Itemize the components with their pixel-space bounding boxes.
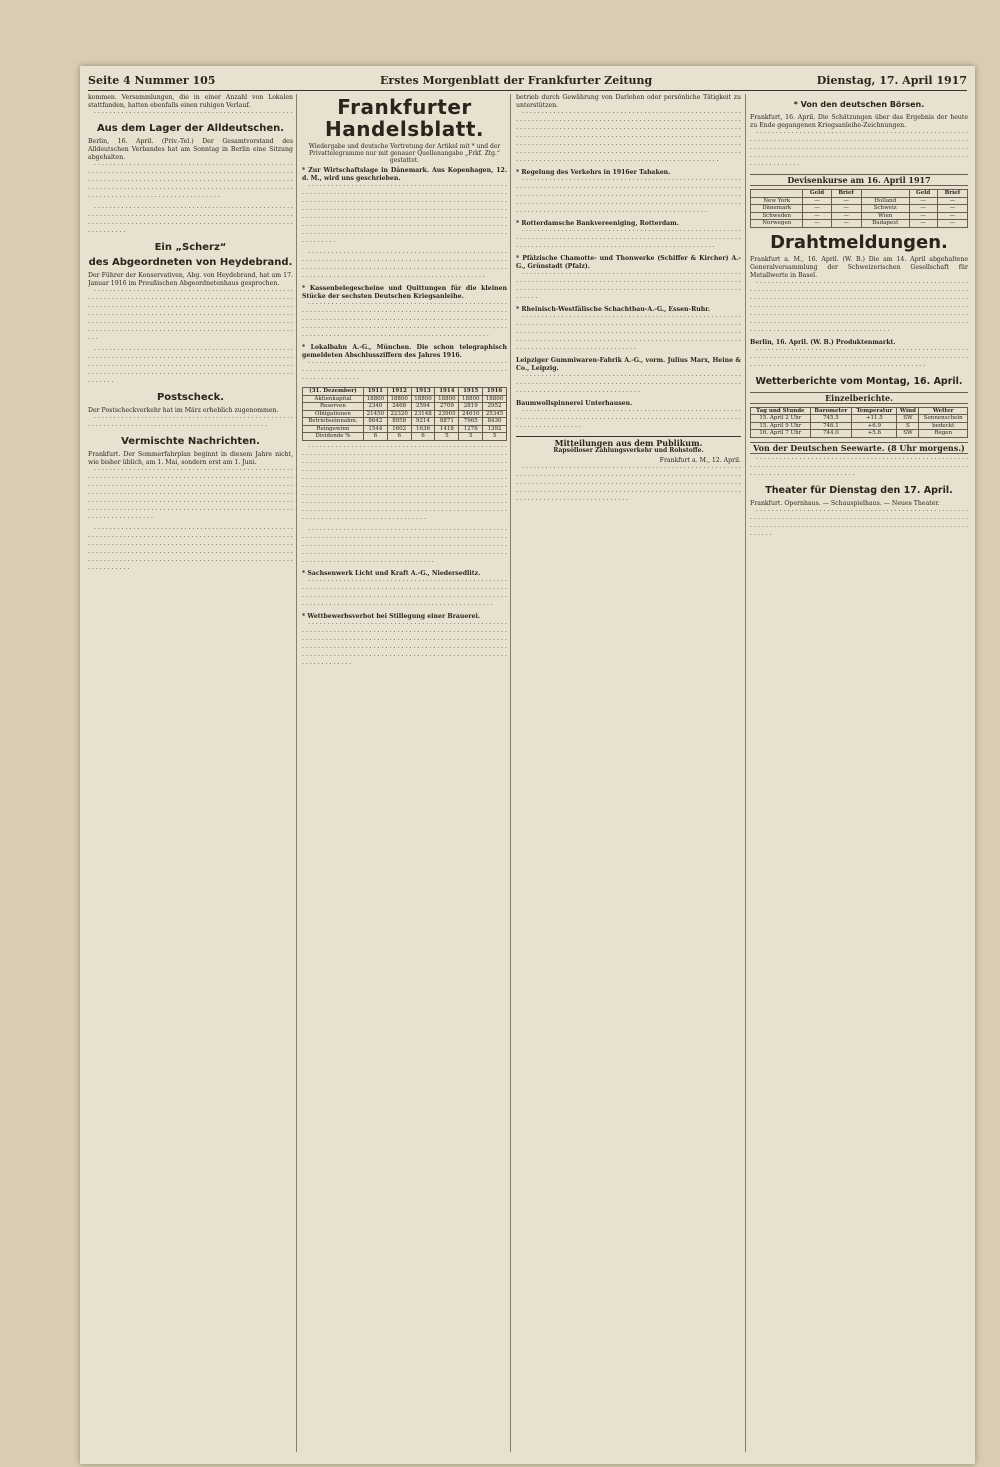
article-daenemark: * Zur Wirtschaftslage in Dänemark. Aus Kopenhagen, 12. d. M., wird uns geschrieben. (302, 167, 507, 182)
wetter-cell: Regen (919, 430, 968, 438)
lokalbahn-cell: Aktienkapital (303, 395, 364, 403)
body-text: · · · · · · · · · · · · · · · · · · · · · · · · · · · · · · · · · · · · · · · · · · · · · · · · · · · · · · · · · · · · · · · · · · · · · · · · · · · · · · · · · · · · · · · · · · · · · · · · · · · · · · · · · · · · · · · · · · · · · · · · · · · · · · · · · · · · · · · · · · · · · · · · · · · · · · · · · · · · · · · · · · · · · · · · · · · · · · · · · · · · · · · · · · · · · · · · · · · · · · · · · · · · · · · · · · · · · · · · · · · · · · · · · · · · · · · · · · · · · · · · · · · · · · · · · · · · · · · · · · · · · · · · · · · · · · · · · · · · · · · · · · · · · · · · · · · · · · · · · · · · · · · · · · · · · · · · · · · · · · · · · · · · · · · · · · · · · · · · · · · · · · · · · · · · · · · · · · · · · · · · · · · · · · · · · · · · · · · · · · · · · · · · · · · · · · · · · · · · · · · · · · · · · · · · · · · · · · · · · · · · · · · · · · · · · · · · · · · · · · · · · · · · · · · · · · · · · · · · · · · · · · · · · · · · · · · · · · · · · · · · · · · · · · · · · · · · · · · · · · · · · · · · · · · · · · · · · · · · · · · · · · · · · · · · · · · · · · · · · · · · · · · · · · · · · · · · · · · · · · · · · · · · · · · · · · · · · · · · · · · · · · · · · · · · · · · · · · · · · · · · · · · · · · · · · · · · · · · · · · · · · · · · · · · · · · · · · · · · · · · · · · · · · · · · · · · · · · · · · · · · · · · · · · · · · · · · · · · · · · · · · · · · · · · · · · · · · · · · · · · · · · · · · · · · · · · · · · · · · · · · · · · · · · · · · · · · · · · · · · · · (302, 443, 507, 566)
lokalbahn-cell: 24610 (459, 410, 483, 418)
body-text: · · · · · · · · · · · · · · · · · · · · · · · · · · · · · · · · · · · · · · · · · · · · · · · · · · · · · · · · · · · · · · · · · · · · · · · · · · · · · · · · · · · · · · · · · · · · · · · · · · · · · · · · · · · · · · · · · · · · · · · · · · · · · · · · · · · · · · · · · · · · · · · · · · · · · · · · · · (750, 346, 968, 370)
lokalbahn-cell: Obligationen (303, 410, 364, 418)
column-rule (296, 94, 297, 1452)
devisen-cell: Norwegen (751, 220, 803, 228)
issue-date: Dienstag, 17. April 1917 (816, 73, 967, 87)
lokalbahn-row (303, 433, 507, 441)
lokalbahn-cell: 2709 (435, 403, 459, 411)
body-text: · · · · · · · · · · · · · · · · · · · · · · · · · · · · · · · · · · · · · · · · · · · · · · · · · · · · · · · · · · · · · · · · · · · · · · · · · · · · · · · · · · · · · · · · · · · · · · · · · · · · · · · · · · · · · · · · · · · · · · (302, 360, 507, 383)
lokalbahn-header-cell: 1915 (459, 388, 483, 396)
body-text: · · · · · · · · · · · · · · · · · · · · · · · · · · · · · · · · · · · · · · · · · · · · · · · · · · · · · · · · · · · · · · · · · · · · · · · · · · · · · · · · · · · · · · · · · · · · · · · · · · · · · · · · · · · · · · · · · · · · · · · · · · · · · · · · · · · · · · · · · · · · · · · · · · · · · · · · · · · · · · · · · · · · · · · · · · · · · · · · · · · · · · · · · · · · · · · · · · · · · · · · · · · · · · · · · · · · · · · · · · · · · · · · · · · · · · · · · · · · · · · · · · · · · · · · · · · · · · · · · · · · · · · · · · · · · · · · · · · · · · · · · · · · · · · · · · · · · · · · · · · · · · · · · · · · · · · · · · · · · · · · · · · · · · · · · · · · · · · · · · · · · · · · · · · · · · · · · · · · · · · · · · · · · · · · · · · · · · · · · · · · · · · · · · · · · · · · · · · · · · · · · · · · · · (88, 162, 293, 236)
lokalbahn-cell: 2594 (411, 403, 435, 411)
lokalbahn-cell: 5 (483, 433, 507, 441)
lokalbahn-cell: 18800 (483, 395, 507, 403)
lokalbahn-cell: 5 (435, 433, 459, 441)
lokalbahn-cell: 22320 (387, 410, 411, 418)
lokalbahn-cell: 18800 (363, 395, 387, 403)
article-produktenmarkt: Berlin, 16. April. (W. B.) Produktenmarkt. (750, 338, 896, 346)
wetter-header-cell: Temperatur (852, 407, 897, 415)
body-text: · · · · · · · · · · · · · · · · · · · · · · · · · · · · · · · · · · · · · · · · · · · · · · · · · · · · · · · · · · · · · · · · · · · · · · · · · · · · · · · · · · · · · · · · · · · · · · · · · · · · · · · · · · · · · · · · · · · · · · · · · · · · · · · · · · · · · · · · · · · · · · · · · · · · · · · · · · · · · · · · · · · · · · · · · · · · · · · · · · · · · · · · · · · · · · · · · · · · · · · · · · · · · · · · · · · · · · · · · · · · · · · · · · · · · · · · · · · · · · · · · · · · · · · · · · · · · · · · · · (516, 314, 741, 353)
devisen-cell: — (909, 212, 937, 220)
devisen-header-cell: Geld (909, 190, 937, 198)
body-text: · · · · · · · · · · · · · · · · · · · · · · · · · · · · · · · · · · · · · · · · · · · · · · · · · · · · · · · · · · · · · · · · · · · · · · · · · · · · · · · · · · · · · · · · · · · · · · · · · · · · · · · · · · · · · · · · · · · · · · · · · · · · · · · · · · · · · · · · · · · · · · · · · · · · · · · · · · · · · · · · · · · · · · · · · · · · · · · · · · · · · · · · · · · · · · · · · · · · · · · · · · · · · · · · · · · · · · · · · · · · · · · · · · · · · · · · (750, 130, 968, 169)
devisen-row (751, 212, 968, 220)
wetter-cell: 15. April 2 Uhr (751, 415, 811, 423)
wetter-cell: +11.5 (852, 415, 897, 423)
wetter-header-cell: Tag und Stunde (751, 407, 811, 415)
headline-wetter: Wetterberichte vom Montag, 16. April. (755, 375, 963, 387)
wetter-cell: SW (897, 415, 919, 423)
article-tabake: * Regelung des Verkehrs in 1916er Tabaken. (516, 169, 671, 176)
newspaper-page (80, 66, 975, 1464)
devisen-cell: — (937, 205, 967, 213)
body-text: · · · · · · · · · · · · · · · · · · · · · · · · · · · · · · · · · · · · · · · · · · · · · · · · · · · (94, 110, 293, 117)
wetter-cell: 15. April 9 Uhr (751, 422, 811, 430)
body-text: · · · · · · · · · · · · · · · · · · · · · · · · · · · · · · · · · · · · · · · · · · · · · · · · · · · · · · · · · · · · · · · · · · · · · · · · · · · · · · · · · · · · · · · · · · · · · · · · · · · · · · · · · · · · · · · · · · · · · · · · · · · · · · · · · · · · · · · · · · · · · · · · · · · · · · · · · · · · · · · · · · · · · · · · · · · · · · · · · · · · · · · · · · · · · · · · · · · · · · · · · · · · · · · · · · · · · · · · · · · · · · · · · · · · · · · · · · · · · · · · · · · · · · · · · · · · · · · · (516, 465, 741, 504)
handelsblatt-title: Frankfurter Handelsblatt. (325, 95, 484, 141)
wetter-cell: SW (897, 430, 919, 438)
lokalbahn-cell: 1418 (435, 425, 459, 433)
column-rule (510, 94, 511, 1452)
devisen-row (751, 205, 968, 213)
lokalbahn-cell: 25345 (483, 410, 507, 418)
wetter-header-cell: Wetter (919, 407, 968, 415)
lokalbahn-cell: 18800 (387, 395, 411, 403)
headline-theater: Theater für Dienstag den 17. April. (765, 484, 953, 496)
mitteilungen-subheading: Rapsölloser Zahlungsverkehr und Rohstoffe. (553, 447, 704, 454)
body-text: · · · · · · · · · · · · · · · · · · · · · · · · · · · · · · · · · · · · · · · · · · · · · · · · · · · · · · · · · · · · · · · · · · · · · · · · · · · · · · · · · · · · · · · · · · · · · · · · · · · · · · · · · · · · · · · · · · · · · · · · · · · · · · · · · · · · · · · · · · · · · · · · · · · · · · · · · · · · · · · · · · · · (516, 228, 741, 251)
column-rule (745, 94, 746, 1452)
devisen-cell: — (831, 197, 861, 205)
lokalbahn-header-cell: 1914 (435, 388, 459, 396)
wetter-row (751, 422, 968, 430)
headline-boersen: * Von den deutschen Börsen. (793, 100, 925, 109)
masthead (88, 70, 967, 91)
devisen-cell: — (803, 197, 831, 205)
lokalbahn-header-cell: 1912 (387, 388, 411, 396)
column-2 (302, 94, 507, 1452)
wetter-row (751, 430, 968, 438)
lokalbahn-header-cell: 1916 (483, 388, 507, 396)
body-text: · · · · · · · · · · · · · · · · · · · · · · · · · · · · · · · · · · · · · · · · · · · · · · · · · · · · · · · · · · · · · · · · · · · · · · · · · · · · · · · · · · · · · · · · · · · · · · · · · · · · · · · · · · · · · · · · · · · · · · · · · · · · · · · · · · · · · · · · · · · · · · · · · · · · · · · · · · · · · · · · · · · · · · · · · · · · · · · · · · · · · · · · · · · · · · · · · · · · · · · · · · · · · · · · · · · · · · · · · · · · · · · · · · · · · · · · · · · · · · · · · · · · · · · · · · · · · · · · · · · · · · · · · · · · · · · · (302, 620, 507, 668)
devisen-header-cell: Brief (937, 190, 967, 198)
mitteilungen-dateline: Frankfurt a. M., 12. April. (659, 457, 741, 464)
devisen-cell: Schweden (751, 212, 803, 220)
lokalbahn-cell: 5 (459, 433, 483, 441)
lokalbahn-row (303, 395, 507, 403)
lokalbahn-row (303, 418, 507, 426)
wetter-cell: S (897, 422, 919, 430)
devisen-cell: Holland (861, 197, 909, 205)
devisen-cell: — (937, 197, 967, 205)
mitteilungen-heading: Mitteilungen aus dem Publikum. (516, 436, 741, 447)
lokalbahn-cell: 23148 (411, 410, 435, 418)
body-text: · · · · · · · · · · · · · · · · · · · · · · · · · · · · · · · · · · · · · · · · · · · · · · · · · · · · · · · · · · · · · · · · · · · · · · · · · · · · · · · · · · · · · · · · · · · · · · · · · · · · · · · · · · · · · · · · · · · · · · · · · · · · · · · · · · · · · · · · · · · · · · · · · (516, 373, 741, 396)
lokalbahn-cell: 1544 (363, 425, 387, 433)
devisen-cell: — (831, 212, 861, 220)
article-postscheck: Der Postscheckverkehr hat im März erheblich zugenommen. (88, 407, 279, 414)
devisen-cell: — (803, 205, 831, 213)
devisen-cell: Budapest (861, 220, 909, 228)
lokalbahn-cell: 8871 (435, 418, 459, 426)
article-wettbewerbsverbot: * Wettbewerbsverbot bei Stillegung einer Brauerei. (302, 612, 480, 620)
lokalbahn-table (302, 387, 507, 441)
lokalbahn-cell: Reserven (303, 403, 364, 411)
body-text: · · · · · · · · · · · · · · · · · · · · · · · · · · · · · · · · · · · · · · · · · · · · · · · · · · · · · · · · · · · · · · · · · · · · · · · · · · · · · · · · · · · · · · · · · · · · · · · · · · · · · · · · · · · · · · · · · · · · · · · · · · · · · · · · · · · · · · · · · · · · · · · · · · · · · · · · · · · · · · · · · · · · · · · · · · · · · · · · · · · · · · · · · · · · · · · · · · · · · · · · · · · · (302, 577, 507, 609)
lokalbahn-cell: 18800 (435, 395, 459, 403)
lokalbahn-cell: 8958 (387, 418, 411, 426)
theater-listing: Frankfurt. Opernhaus. — Schauspielhaus. — Neues Theater. (750, 499, 940, 507)
article-rotterdam: * Rotterdamsche Bankvereeniging, Rotterdam. (516, 220, 679, 227)
handelsblatt-subtitle: Wiedergabe und deutsche Vertretung der Artikel mit * und der Privattelegramme nur mit genauer Quellenangabe „Frkf. Ztg.“ gestattet. (308, 143, 501, 164)
headline-postscheck: Postscheck. (156, 392, 225, 403)
article-schachtbau: * Rheinisch-Westfälische Schachtbau-A.-G., Essen-Ruhr. (516, 306, 711, 313)
lokalbahn-cell: Betriebseinnahm. (303, 418, 364, 426)
wetter-row (751, 415, 968, 423)
lokalbahn-cell: 23905 (435, 410, 459, 418)
headline-drahtmeldungen: Drahtmeldungen. (770, 231, 948, 253)
devisen-cell: New York (751, 197, 803, 205)
lokalbahn-cell: 2468 (387, 403, 411, 411)
devisen-cell: Schweiz (861, 205, 909, 213)
body-text: · · · · · · · · · · · · · · · · · · · · · · · · · · · · · · · · · · · · · · · · · · · · · · · · · · · · · · · · · · · · · · · · · · · · · · · · · · · · · · · · · · · · · · · · · · · · · · · · · · · · · · · · · · · · · · · · · · · · · · · · · · · · · · · · · · · · · · · · · · · · · · · · · · · · · · · · · · · · · · · · · · · · · · · · · · · · · · · · (516, 271, 741, 302)
devisen-cell: — (803, 212, 831, 220)
wetter-subheading: Einzelberichte. (750, 392, 968, 404)
devisen-cell: — (831, 205, 861, 213)
lokalbahn-cell: 18800 (411, 395, 435, 403)
body-text: · · · · · · · · · · · · · · · · · · · · · · · · · · · · · · · · · · · · · · · · · · · · · · · · · · · · · · · · · · · · · · · · · · · · · · · · · · · · · · · · · · · · · · · · · · · · · · · · · · · · · · · · · · · · · · · · · · · · · · · · · · · · · · · · · · · · · · · · · · · · · · · · · · · · · · · · · · · · · · · · · · · · · · · · · · · · · · · · · · · · · · · · · · · · · · · · · · · · · · · · · · · · · · · · · · · · · · · · · · · · · · · · · · · · · · · · · · · · · · · · · · · · · · · · · · · · · · · (302, 301, 507, 340)
lokalbahn-cell: 6 (411, 433, 435, 441)
article-draht: Frankfurt a. M., 16. April. (W. B.) Die am 14. April abgehaltene Generalversammlung der Schweizerischen Gesellschaft für Metallwerte in Basel. (750, 255, 968, 279)
article-vermischte: Frankfurt. Der Sommerfahrplan beginnt in diesem Jahre nicht, wie bisher üblich, am 1. Mai, sondern erst am 1. Juni. (88, 451, 293, 466)
body-text: · · · · · · · · · · · · · · · · · · · · · · · · · · · · · · · · · · · · · · · · · · · · · · · · · · · · · · · · · · · · · · · · · · · · · · · · · · · · · · · · · · · · · · · · · · · · · · · · · · · · · · · · · · · · · · · · · · · · · · · · · · · · · · · · · · · · · · · · (750, 455, 968, 479)
lokalbahn-cell: 8430 (483, 418, 507, 426)
devisen-cell: Wien (861, 212, 909, 220)
devisen-row (751, 220, 968, 228)
column-1 (88, 94, 293, 1452)
devisen-cell: — (909, 220, 937, 228)
devisen-header-cell: Brief (831, 190, 861, 198)
lokalbahn-cell: 8642 (363, 418, 387, 426)
article-lokalbahn: * Lokalbahn A.-G., München. Die schon telegraphisch gemeldeten Abschlussziffern des Jahres 1916. (302, 344, 507, 359)
wetter-cell: +5.6 (852, 430, 897, 438)
article-boersen: Frankfurt, 16. April. Die Schätzungen über das Ergebnis der heute zu Ende gegangenen Kriegsanleihe-Zeichnungen. (750, 114, 968, 129)
newspaper-title: Erstes Morgenblatt der Frankfurter Zeitung (380, 73, 653, 87)
article-kriegsanleihe: * Kassenbelegescheine und Quittungen für die kleinen Stücke der sechsten Deutschen Kriegsanleihe. (302, 285, 507, 300)
seewarte-heading: Von der Deutschen Seewarte. (8 Uhr morgens.) (750, 442, 968, 454)
article-darlehen: betrieb durch Gewährung von Darlehen oder persönliche Tätigkeit zu unterstützen. (516, 94, 741, 109)
body-text: · · · · · · · · · · · · · · · · · · · · · · · · · · · · · · · · · · · · · · · · · · · · · · · · · · · · · · · · · · · · · · · · · · · · · · · · · · · · · · · · · · · · · · · · · · · · · · · · · · · · · · · · · · · · · · · · · · · · · · · · · · · · · · · · · · · · · · · · · · · · · · · · · · · · · · · · · · · · · · · · · · · · · · · · · · · · · · · · · · · · · · · · · · · · · · · · · · · · · · · · · · · · · · · · · · · · · · · · · · · · · · · · · · · · · · · · · · · · · · · · · · · · · · · · · · · · · · · · · · · · · · · · · · · · · · · · · · · · (516, 177, 741, 216)
lokalbahn-cell: 2819 (459, 403, 483, 411)
devisen-cell: — (909, 197, 937, 205)
lokalbahn-cell: 2952 (483, 403, 507, 411)
wetter-cell: Sonnenschein (919, 415, 968, 423)
devisen-cell: Dänemark (751, 205, 803, 213)
lokalbahn-row (303, 403, 507, 411)
column-3 (516, 94, 741, 1452)
headline-vermischte: Vermischte Nachrichten. (121, 436, 260, 447)
wetter-cell: 16. April 7 Uhr (751, 430, 811, 438)
body-text: · · · · · · · · · · · · · · · · · · · · · · · · · · · · · · · · · · · · · · · · · · · · · · · · · · · · · · · · · · · · · · · · · · · · · · · · · · · · · · · · · · · · · · · · · · · · · · · · · (88, 415, 293, 430)
devisen-cell: — (803, 220, 831, 228)
lokalbahn-row (303, 425, 507, 433)
devisen-cell: — (937, 212, 967, 220)
wetter-header-cell: Wind (897, 407, 919, 415)
lokalbahn-cell: 2340 (363, 403, 387, 411)
article-alldeutsche: Berlin, 16. April. (Priv.-Tel.) Der Gesamtvorstand des Alldeutschen Verbandes hat am Sonntag in Berlin eine Sitzung abgehalten. (88, 138, 293, 161)
lokalbahn-cell: 9214 (411, 418, 435, 426)
devisen-cell: — (831, 220, 861, 228)
lokalbahn-header-cell: 1913 (411, 388, 435, 396)
lokalbahn-cell: 1392 (483, 425, 507, 433)
article-gummiwaren: Leipziger Gummiwaren-Fabrik A.-G., vorm. Julius Marx, Heine & Co., Leipzig. (516, 357, 741, 372)
lokalbahn-cell: 6 (363, 433, 387, 441)
column-4 (750, 94, 968, 1452)
devisen-row (751, 197, 968, 205)
lokalbahn-cell: Dividende % (303, 433, 364, 441)
devisen-cell: — (909, 205, 937, 213)
devisen-header-cell: Geld (803, 190, 831, 198)
wetter-cell: bedeckt (919, 422, 968, 430)
page-number: Seite 4 Nummer 105 (88, 73, 216, 87)
lokalbahn-cell: 7965 (459, 418, 483, 426)
body-text: · · · · · · · · · · · · · · · · · · · · · · · · · · · · · · · · · · · · · · · · · · · · · · · · · · · · · · · · · · · · · · · · · · · · · · · · · · · · · · · · · · · · · · · · · · · · · · · · · · · · · · · · · · · · · · · · · · · · · · · · · · · · · · · · · · · · · · · · · · · · · · · · · · · · · · · · · · · · · · · · · · · · · · · · · · · · · · · · · · · · · · · · · · · · · · · · · · · · · · · · · · · · · · · · · · · · · · · · · · · · · · · · · · · · · · · · · · · · · · · · · · · · · · · · · · · · · · · · · · · · · · · · · · · · · · · · · · · · · · · · · · · · · · · · · · · · · · · · · · · · · · · · · · · · · · · · · · · · · · · · · · · · · · · · · · · · · · · · · · · · · · · · · · · · · · · · · · · · · · · · · · · · · · · · · · · · · · · · · · · · · · · · · · · · · · · · · (516, 110, 741, 165)
wetter-cell: 745.5 (810, 415, 852, 423)
headline-scherz-sub: des Abgeordneten von Heydebrand. (88, 257, 293, 268)
body-text: · · · · · · · · · · · · · · · · · · · · · · · · · · · · · · · · · · · · · · · · · · · · · · · · · · · · · · · · · · · · · · · · · · · · · · · · · · · · · · · · · · · · · · · · · · · · · · · · · · · · · · · · · · · · · · · · · · · · · · · · · · · · · · · · · · · · · · · · · · · · · · · · · · · · · · · · · · · · · · · · · · · · · · · · · · · · · · · · · · · · · · · · · · · · · · · · · · · · · · · · · · · · · · · · · · · · · · · · · · · · · · · · · · · · · · · · · · · · · · · · · · · · · · · · · · · · · · · · · · · · · · · · · · · · · · · · · · · · · · · · · · · · · · · · · · · · · · · · · · · · · · · · · · · · · · · · · · · · · · · · · · · · · · · · · · · · · · · · · · · · · · · · · · · · · · · · · · · · · · · · · · · · · · · · · · · · · · · · · · · · · · · · · · · · · · · · · · · · · · · · · · · · · · · · · · · · · · · · · · · · · · · · · · · · · · · · · · · · · · · · · · · · · · · · · · · · · · · · · · · · · · · · · · · · · · · · · · · · · · · · · · · · · · · · · · · · · · · · · · · · · · · · · · · · · · · · · · · · · · · · · · · · · · · · (88, 288, 293, 386)
lokalbahn-cell: 18800 (459, 395, 483, 403)
body-text: · · · · · · · · · · · · · · · · · · · · · · · · · · · · · · · · · · · · · · · · · · · · · · · · · · · · · · · · · · · · · · · · · · · · · · · · · · · · · · · · · · · · · · · · · · · · · · · · · · · · · · · · · · · · · · · · · · · · · · · · · · · · · · · · · · · · · · · · · · · · · · · · · · · · · · · · · · · · · · · · · · · · · · · · · · (750, 507, 968, 539)
wetter-table (750, 407, 968, 438)
article-baumwolle: Baumwollspinnerei Unterhausen. (516, 400, 633, 407)
wetter-cell: 746.1 (810, 422, 852, 430)
lokalbahn-row (303, 410, 507, 418)
wetter-cell: 744.0 (810, 430, 852, 438)
article-sachsenwerk: * Sachsenwerk Licht und Kraft A.-G., Niedersedlitz. (302, 569, 481, 577)
lokalbahn-cell: 6 (387, 433, 411, 441)
lokalbahn-cell: 1276 (459, 425, 483, 433)
devisen-header-cell (751, 190, 803, 198)
lokalbahn-header-cell: (31. Dezember) (303, 388, 364, 396)
lokalbahn-cell: 1602 (387, 425, 411, 433)
body-text: · · · · · · · · · · · · · · · · · · · · · · · · · · · · · · · · · · · · · · · · · · · · · · · · · · · · · · · · · · · · · · · · · · · · · · · · · · · · · · · · · · · · · · · · · · · · · · · · · · · · · · · · · · · · · · · · · · · · · · · · · · · · · · · · · · · · · · · · · · · · · · · · · · · · · · · · · · · · · · · · · · · · · · · · · · · · · · · · · · · · · · · · · · · · · · · · · · · · · · · · · · · · · · · · · · · · · · · · · · · · · · · · · · · · · · · · · · · · · · · · · · · · · · · · · · · · · · · · · · · · · · · · · · · · · · · · · · · · · · · · · · · · · · · · · · · · · · · · · · · · · · · · · · · · · · · · · · · · · · · · · · · · · · · · · · · · · · · · · · · · · · · · · · · · · · · · · · · · · · · · · · · · · · · · · · · · · · · · · · · · · · · · · · · · · · · · · · · · · · · · · · · · · · · · · · · · · · · · · · · · · · · · · · · · · · · · · · · · · · · · · · · · · · · · · · · · · · · · · · · · · · · · · · · · · · · · · · · · · · · · · · · · · · · · · · · · · · · · · · · · · · · · · · · · · · · · · · · · · · · · · · · · · · · · · · · · · · · · · · · · · · · · · · · · · · · · · · · · · · · · · · · · · · · · · · · · · · (302, 183, 507, 281)
lokalbahn-cell: 1636 (411, 425, 435, 433)
devisen-title: Devisenkurse am 16. April 1917 (750, 174, 968, 186)
lokalbahn-cell: 21450 (363, 410, 387, 418)
body-text: · · · · · · · · · · · · · · · · · · · · · · · · · · · · · · · · · · · · · · · · · · · · · · · · · · · · · · · · · · · · · · · · · · · · · · · · · · · · · · · · · · · · · · · · · · · · · · · · · · · · · · · · · · · · · · · · · · · · · · · · · · · · · · · · · · · · · · · · · · · · · · · · · · · · · · · · · · · · · · · · · · · · · · · · · · · · · · · · · · · · · · · · · · · · · · · · · · · · · · · · · · · · · · · · · · · · · · · · · · · · · · · · · · · · · · · · · · · · · · · · · · · · · · · · · · · · · · · · · · · · · · · · · · · · · · · · · · · · · · · · · · · · · · · · · · · · · · · · · · · · · · · · · · · · · · · · · · · · · · · · · · · · · · · · · · · · · · · · · · · · · · · · · · · · · · · · · · · · · · · · · · · · · (750, 279, 968, 335)
intro-paragraph: kommen. Versammlungen, die in einer Anzahl von Lokalen stattfanden, hatten ebenfalls einen ruhigen Verlauf. (88, 94, 293, 109)
body-text: · · · · · · · · · · · · · · · · · · · · · · · · · · · · · · · · · · · · · · · · · · · · · · · · · · · · · · · · · · · · · · · · · · · · · · · · · · · · · · · · · · · · · · · · · · · · · · · · · · · · · · · · · · · · · · · · · · · · · · · · · · · · · · · · · · · · · · · · · · · · · · · · · · · · · · · · · · · · · · · · · · · · · · · · · · · · · · · · · · · · · · · · · · · · · · · · · · · · · · · · · · · · · · · · · · · · · · · · · · · · · · · · · · · · · · · · · · · · · · · · · · · · · · · · · · · · · · · · · · · · · · · · · · · · · · · · · · · · · · · · · · · · · · · · · · · · · · · · · · · · · · · · · · · · · · · · · · · · · · · · · · · · · · · · · · · · · · · · · · · · · · · · · · · · · · · · · · · · · · · · · · · · · · · · · · · · · · · · · · · · · · · · · · · · · · · · · · · · · · · · · · · · · · · · · · · · · · · · · · · · · · · · · · · · · · · · · · · · · · · · · · · · · · · · · · · · · · · · · · · · · · · · · · · · · · · · · · · · · · · · · · · · · · · · · · · · · · · · · · · · · · · · · · · · · · · · · · · · · · · · · · · · · · · · · · · · · · · · · · · · · · · · · · · · · · · · · · · · · · · · · · · · · · · · · · · · · · · · · · · · · · · · · · · · · · · · · · · · · · (88, 467, 293, 573)
article-chamotte: * Pfälzische Chamotte- und Thonwerke (Schiffer & Kircher) A.-G., Grünstadt (Pfalz). (516, 255, 741, 270)
lokalbahn-header-cell: 1911 (363, 388, 387, 396)
article-scherz: Der Führer der Konservativen, Abg. von Heydebrand, hat am 17. Januar 1916 im Preußischen Abgeordnetenhaus gesprochen. (88, 272, 293, 287)
wetter-cell: +6.9 (852, 422, 897, 430)
devisen-cell: — (937, 220, 967, 228)
devisen-header-cell (861, 190, 909, 198)
wetter-header-cell: Barometer (810, 407, 852, 415)
body-text: · · · · · · · · · · · · · · · · · · · · · · · · · · · · · · · · · · · · · · · · · · · · · · · · · · · · · · · · · · · · · · · · · · · · · · · · · · · · · · · · · · · · · · · · · · · · · · · · · · · · · · · · · · · · · · · · · · · · · · · · · · · · · · · · · · (516, 408, 741, 431)
headline-scherz: Ein „Scherz“ (154, 242, 227, 253)
headline-alldeutsche: Aus dem Lager der Alldeutschen. (96, 123, 285, 134)
lokalbahn-cell: Reingewinn (303, 425, 364, 433)
devisen-table (750, 189, 968, 228)
